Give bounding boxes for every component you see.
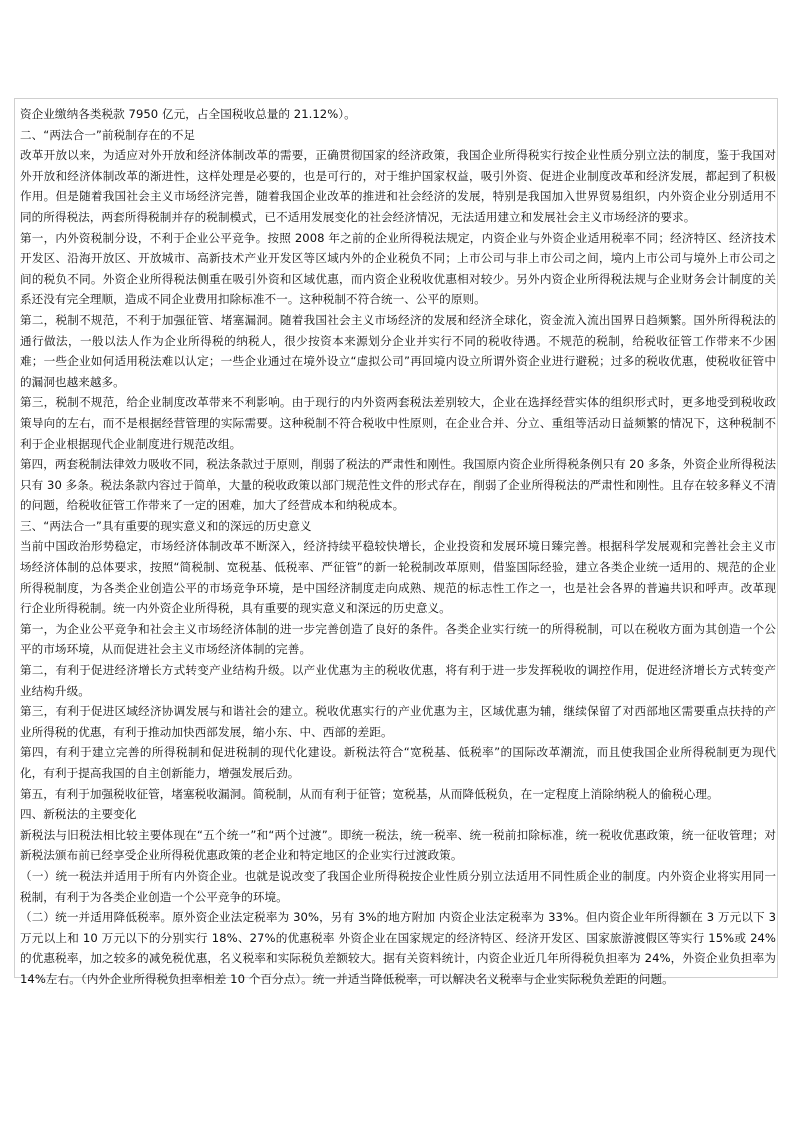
paragraph-significance-1: 第一，为企业公平竞争和社会主义市场经济体制的进一步完善创造了良好的条件。各类企业实行统一的所得税制，可以在税收方面为其创造一个公平的市场环境，从而促进社会主义市场经济体制的完善。 — [20, 621, 776, 657]
paragraph-third-point: 第三，税制不规范，给企业制度改革带来不利影响。由于现行的内外资两套税法差别较大，企业在选择经营实体的组织形式时，更多地受到税收政策导向的左右，而不是根据经营管理的实际需要。这种税制不符合税收中性原则，在企业合并、分立、重组等活动日益频繁的情况下，这种税制不利于企业根据现代企业制度进行规范改组。 — [20, 395, 776, 451]
paragraph-unified-law: （一）统一税法并适用于所有内外资企业。也就是说改变了我国企业所得税按企业性质分别立法适用不同性质企业的制度。内外资企业将实用同一税制，有利于为各类企业创造一个公平竞争的环境。 — [20, 868, 776, 904]
paragraph-first-point: 第一，内外资税制分设，不利于企业公平竞争。按照 2008 年之前的企业所得税法规定，内资企业与外资企业适用税率不同；经济特区、经济技术开发区、沿海开放区、开放城市、高新技术产业开发区等区域内外的企业税负不同；上市公司与非上市公司之间，境内上市公司与境外上市公司之间的税负不同。外资企业所得税法侧重在吸引外资和区域优惠，而内资企业税收优惠相对较少。另外内资企业所得税法规与企业财务会计制度的关系还没有完全理顺，造成不同企业费用扣除标准不一。这种税制不符合统一、公平的原则。 — [20, 230, 776, 307]
section-heading-2: 二、“两法合一”前税制存在的不足 — [20, 127, 196, 142]
section-heading-3: 三、“两法合一”具有重要的现实意义和的深远的历史意义 — [20, 518, 312, 533]
document-body — [20, 104, 776, 990]
paragraph-significance-2: 第二，有利于促进经济增长方式转变产业结构升级。以产业优惠为主的税收优惠，将有利于进一步发挥税收的调控作用，促进经济增长方式转变产业结构升级。 — [20, 663, 776, 698]
paragraph-significance-5: 第五，有利于加强税收征管，堵塞税收漏洞。简税制，从而有利于征管；宽税基，从而降低税负，在一定程度上消除纳税人的偷税心理。 — [20, 786, 719, 801]
paragraph-intro-reform: 改革开放以来，为适应对外开放和经济体制改革的需要，正确贯彻国家的经济政策，我国企业所得税实行按企业性质分别立法的制度，鉴于我国对外开放和经济体制改革的渐进性，这样处理是必要的，也是可行的，对于维护国家权益，吸引外资、促进企业制度改革和经济发展，都起到了积极作用。但是随着我国社会主义市场经济完善，随着我国企业改革的推进和社会经济的发展，特别是我国加入世界贸易组织，内外资企业分别适用不同的所得税法，两套所得税制并存的税制模式，已不适用发展变化的社会经济情况，无法适用建立和发展社会主义市场经济的要求。 — [20, 148, 776, 224]
paragraph-significance-4: 第四，有利于建立完善的所得税制和促进税制的现代化建设。新税法符合“宽税基、低税率”的国际改革潮流，而且使我国企业所得税制更为现代化，有利于提高我国的自主创新能力，增强发展后劲。 — [20, 745, 776, 780]
section-heading-4: 四、新税法的主要变化 — [20, 807, 137, 822]
paragraph-tax-share-tail: 资企业缴纳各类税款 7950 亿元，占全国税收总量的 21.12%）。 — [20, 107, 356, 121]
paragraph-unified-rate: （二）统一并适用降低税率。原外资企业法定税率为 30%，另有 3%的地方附加 内资企业法定税率为 33%。但内资企业年所得额在 3 万元以下 3 万元以上和 10 万元以下的分别实行 18%、27%的优惠税率 外资企业在国家规定的经济特区、经济开发区、国家旅游渡假区等实行 15%或 24%的优惠税率，加之较多的减免税优惠，名义税率和实际税负差额较大。据有关资料统计，内资企业近几年所得税负担率为 24%，外资企业负担率为 14%左右。（内外企业所得税负担率相差 10 个百分点）。统一并适当降低税率，可以解决名义税率与企业实际税负差距的问题。 — [20, 910, 776, 986]
paragraph-fourth-point: 第四，两套税制法律效力吸收不同，税法条款过于原则，削弱了税法的严肃性和刚性。我国原内资企业所得税条例只有 20 多条，外资企业所得税法只有 30 多条。税法条款内容过于简单，大量的税收政策以部门规范性文件的形式存在，削弱了企业所得税法的严肃性和刚性。且存在较多释义不清的问题，给税收征管工作带来了一定的困难，加大了经营成本和纳税成本。 — [20, 457, 776, 513]
paragraph-significance-3: 第三，有利于促进区域经济协调发展与和谐社会的建立。税收优惠实行的产业优惠为主，区域优惠为辅，继续保留了对西部地区需要重点扶持的产业所得税的优惠，有利于推动加快西部发展，缩小东、中、西部的差距。 — [20, 704, 776, 739]
paragraph-five-unifications: 新税法与旧税法相比较主要体现在“五个统一”和“两个过渡”。即统一税法，统一税率、统一税前扣除标准，统一税收优惠政策，统一征收管理；对新税法颁布前已经享受企业所得税优惠政策的老企业和特定地区的企业实行过渡政策。 — [20, 827, 776, 863]
paragraph-second-point: 第二，税制不规范，不利于加强征管、堵塞漏洞。随着我国社会主义市场经济的发展和经济全球化，资金流入流出国界日趋频繁。国外所得税法的通行做法，一般以法人作为企业所得税的纳税人，很少按资本来源划分企业并实行不同的税收待遇。不规范的税制，给税收征管工作带来不少困难；一些企业如何适用税法难以认定；一些企业通过在境外设立“虚拟公司”再回境内设立所谓外资企业进行避税；过多的税收优惠，使税收征管中的漏洞也越来越多。 — [20, 312, 776, 389]
paragraph-current-situation: 当前中国政治形势稳定，市场经济体制改革不断深入，经济持续平稳较快增长，企业投资和发展环境日臻完善。根据科学发展观和完善社会主义市场经济体制的总体要求，按照“简税制、宽税基、低税率、严征管”的新一轮税制改革原则，借鉴国际经验，建立各类企业统一适用的、规范的企业所得税制度，为各类企业创造公平的市场竞争环境，是中国经济制度走向成熟、规范的标志性工作之一，也是社会各界的普遍共识和呼声。改革现行企业所得税制。统一内外资企业所得税，具有重要的现实意义和深远的历史意义。 — [20, 539, 776, 616]
